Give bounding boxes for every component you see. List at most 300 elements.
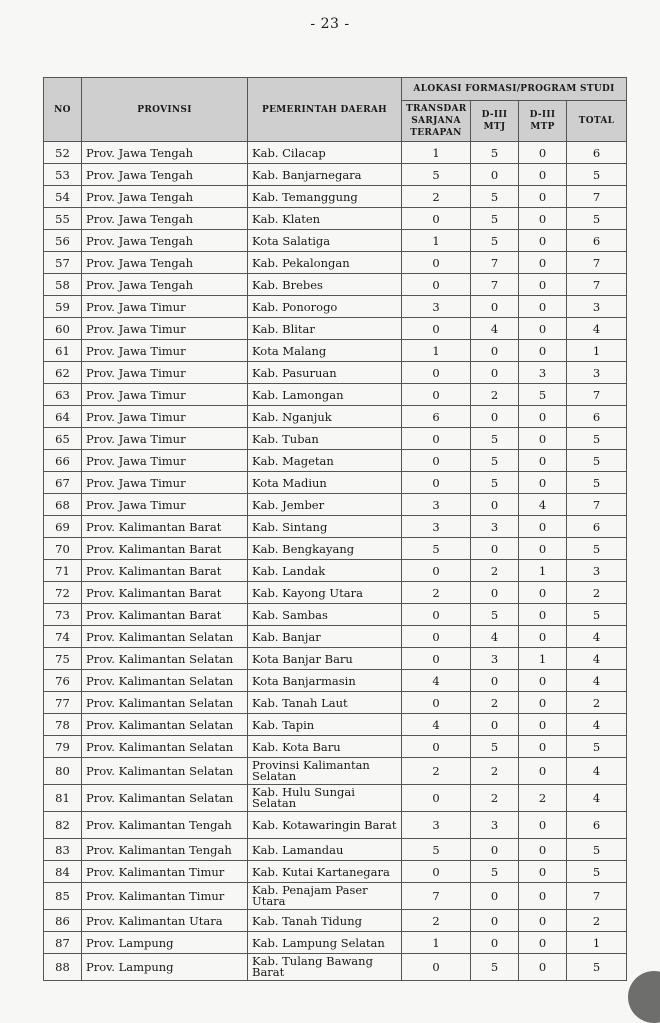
- cell-d3-mtp: 0: [519, 406, 567, 428]
- cell-d3-mtp: 4: [519, 494, 567, 516]
- table-row: [44, 230, 627, 252]
- cell-transdar: 1: [402, 142, 471, 164]
- cell-d3-mtj: 2: [471, 692, 519, 714]
- table-row: [44, 560, 627, 582]
- cell-no: 66: [44, 450, 82, 472]
- cell-total: 5: [567, 472, 627, 494]
- cell-transdar: 4: [402, 670, 471, 692]
- cell-provinsi: Prov. Jawa Timur: [82, 318, 248, 340]
- cell-no: 77: [44, 692, 82, 714]
- cell-pemerintah-daerah: Kab. Lamongan: [248, 384, 402, 406]
- cell-no: 57: [44, 252, 82, 274]
- table-row: [44, 714, 627, 736]
- cell-transdar: 0: [402, 428, 471, 450]
- cell-no: 76: [44, 670, 82, 692]
- cell-total: 6: [567, 230, 627, 252]
- cell-total: 4: [567, 714, 627, 736]
- cell-d3-mtj: 5: [471, 472, 519, 494]
- cell-d3-mtj: 0: [471, 670, 519, 692]
- cell-total: 1: [567, 340, 627, 362]
- cell-d3-mtj: 3: [471, 812, 519, 839]
- cell-pemerintah-daerah: Kab. Magetan: [248, 450, 402, 472]
- cell-no: 86: [44, 910, 82, 932]
- cell-total: 2: [567, 692, 627, 714]
- cell-pemerintah-daerah: Kab. Pekalongan: [248, 252, 402, 274]
- cell-d3-mtj: 5: [471, 954, 519, 981]
- cell-no: 61: [44, 340, 82, 362]
- cell-provinsi: Prov. Jawa Timur: [82, 296, 248, 318]
- table-row: [44, 274, 627, 296]
- cell-d3-mtj: 0: [471, 362, 519, 384]
- table-row: [44, 142, 627, 164]
- cell-d3-mtj: 2: [471, 384, 519, 406]
- cell-d3-mtj: 3: [471, 516, 519, 538]
- cell-no: 59: [44, 296, 82, 318]
- table-row: [44, 516, 627, 538]
- header-transdar: TRANSDAR SARJANA TERAPAN: [402, 101, 471, 142]
- cell-d3-mtj: 2: [471, 758, 519, 785]
- cell-transdar: 2: [402, 758, 471, 785]
- page-number: - 23 -: [310, 16, 350, 32]
- cell-total: 3: [567, 362, 627, 384]
- cell-transdar: 0: [402, 861, 471, 883]
- cell-no: 60: [44, 318, 82, 340]
- cell-no: 54: [44, 186, 82, 208]
- cell-no: 72: [44, 582, 82, 604]
- cell-d3-mtp: 0: [519, 910, 567, 932]
- cell-d3-mtp: 0: [519, 861, 567, 883]
- cell-provinsi: Prov. Kalimantan Barat: [82, 538, 248, 560]
- cell-provinsi: Prov. Kalimantan Barat: [82, 582, 248, 604]
- cell-d3-mtp: 0: [519, 538, 567, 560]
- table-row: [44, 538, 627, 560]
- cell-transdar: 0: [402, 626, 471, 648]
- cell-d3-mtj: 7: [471, 252, 519, 274]
- cell-total: 6: [567, 812, 627, 839]
- cell-d3-mtj: 3: [471, 648, 519, 670]
- cell-transdar: 2: [402, 582, 471, 604]
- cell-no: 64: [44, 406, 82, 428]
- cell-transdar: 0: [402, 560, 471, 582]
- cell-transdar: 1: [402, 932, 471, 954]
- cell-total: 5: [567, 538, 627, 560]
- cell-d3-mtp: 0: [519, 954, 567, 981]
- cell-provinsi: Prov. Jawa Tengah: [82, 252, 248, 274]
- cell-provinsi: Prov. Kalimantan Barat: [82, 560, 248, 582]
- cell-provinsi: Prov. Kalimantan Selatan: [82, 692, 248, 714]
- cell-pemerintah-daerah: Kab. Kotawaringin Barat: [248, 812, 402, 839]
- cell-pemerintah-daerah: Kab. Kota Baru: [248, 736, 402, 758]
- cell-provinsi: Prov. Jawa Tengah: [82, 230, 248, 252]
- cell-pemerintah-daerah: Kab. Sintang: [248, 516, 402, 538]
- cell-transdar: 1: [402, 340, 471, 362]
- cell-no: 62: [44, 362, 82, 384]
- table-row: [44, 932, 627, 954]
- cell-d3-mtp: 0: [519, 186, 567, 208]
- cell-pemerintah-daerah: Kab. Klaten: [248, 208, 402, 230]
- cell-d3-mtj: 5: [471, 736, 519, 758]
- cell-provinsi: Prov. Kalimantan Selatan: [82, 785, 248, 812]
- cell-pemerintah-daerah: Kota Malang: [248, 340, 402, 362]
- cell-provinsi: Prov. Jawa Timur: [82, 472, 248, 494]
- cell-d3-mtj: 0: [471, 910, 519, 932]
- cell-d3-mtp: 0: [519, 812, 567, 839]
- table-row: [44, 472, 627, 494]
- cell-d3-mtp: 0: [519, 164, 567, 186]
- cell-d3-mtp: 1: [519, 560, 567, 582]
- cell-no: 68: [44, 494, 82, 516]
- cell-provinsi: Prov. Kalimantan Timur: [82, 861, 248, 883]
- cell-total: 4: [567, 318, 627, 340]
- cell-d3-mtj: 0: [471, 714, 519, 736]
- table-row: [44, 812, 627, 839]
- cell-d3-mtj: 0: [471, 296, 519, 318]
- cell-transdar: 2: [402, 186, 471, 208]
- cell-pemerintah-daerah: Kab. Tapin: [248, 714, 402, 736]
- cell-pemerintah-daerah: Kab. Banjar: [248, 626, 402, 648]
- cell-provinsi: Prov. Kalimantan Tengah: [82, 839, 248, 861]
- cell-transdar: 0: [402, 648, 471, 670]
- cell-d3-mtp: 0: [519, 839, 567, 861]
- cell-transdar: 2: [402, 910, 471, 932]
- cell-provinsi: Prov. Jawa Tengah: [82, 142, 248, 164]
- cell-transdar: 7: [402, 883, 471, 910]
- cell-pemerintah-daerah: Kab. Tanah Laut: [248, 692, 402, 714]
- cell-total: 4: [567, 648, 627, 670]
- cell-transdar: 0: [402, 362, 471, 384]
- cell-d3-mtp: 0: [519, 318, 567, 340]
- table-body: [44, 142, 627, 981]
- cell-pemerintah-daerah: Kab. Sambas: [248, 604, 402, 626]
- cell-d3-mtj: 0: [471, 538, 519, 560]
- cell-d3-mtp: 0: [519, 208, 567, 230]
- cell-pemerintah-daerah: Kab. Lampung Selatan: [248, 932, 402, 954]
- page-curl-shadow: [628, 971, 660, 1023]
- cell-transdar: 0: [402, 318, 471, 340]
- cell-provinsi: Prov. Jawa Timur: [82, 494, 248, 516]
- table-row: [44, 362, 627, 384]
- cell-pemerintah-daerah: Kab. Pasuruan: [248, 362, 402, 384]
- cell-pemerintah-daerah: Kota Salatiga: [248, 230, 402, 252]
- cell-d3-mtp: 0: [519, 296, 567, 318]
- cell-no: 74: [44, 626, 82, 648]
- cell-no: 79: [44, 736, 82, 758]
- cell-d3-mtp: 0: [519, 274, 567, 296]
- cell-pemerintah-daerah: Kab. Bengkayang: [248, 538, 402, 560]
- cell-transdar: 3: [402, 516, 471, 538]
- cell-d3-mtp: 0: [519, 428, 567, 450]
- cell-d3-mtp: 0: [519, 692, 567, 714]
- cell-d3-mtp: 2: [519, 785, 567, 812]
- cell-total: 3: [567, 560, 627, 582]
- table-header: [44, 78, 627, 142]
- cell-provinsi: Prov. Kalimantan Selatan: [82, 758, 248, 785]
- cell-no: 55: [44, 208, 82, 230]
- cell-pemerintah-daerah: Kab. Hulu Sungai Selatan: [248, 785, 402, 812]
- cell-d3-mtp: 0: [519, 450, 567, 472]
- cell-d3-mtp: 0: [519, 736, 567, 758]
- cell-total: 4: [567, 626, 627, 648]
- cell-no: 85: [44, 883, 82, 910]
- cell-total: 7: [567, 252, 627, 274]
- cell-d3-mtj: 4: [471, 318, 519, 340]
- cell-provinsi: Prov. Kalimantan Timur: [82, 883, 248, 910]
- cell-total: 5: [567, 839, 627, 861]
- table-row: [44, 252, 627, 274]
- cell-transdar: 6: [402, 406, 471, 428]
- cell-d3-mtj: 5: [471, 186, 519, 208]
- table-row: [44, 450, 627, 472]
- cell-no: 58: [44, 274, 82, 296]
- cell-total: 5: [567, 736, 627, 758]
- cell-pemerintah-daerah: Kab. Cilacap: [248, 142, 402, 164]
- cell-provinsi: Prov. Kalimantan Tengah: [82, 812, 248, 839]
- cell-transdar: 3: [402, 494, 471, 516]
- cell-provinsi: Prov. Jawa Timur: [82, 428, 248, 450]
- cell-transdar: 0: [402, 384, 471, 406]
- cell-provinsi: Prov. Kalimantan Selatan: [82, 648, 248, 670]
- table-row: [44, 626, 627, 648]
- cell-d3-mtj: 0: [471, 932, 519, 954]
- table-row: [44, 318, 627, 340]
- cell-d3-mtp: 0: [519, 604, 567, 626]
- cell-no: 71: [44, 560, 82, 582]
- cell-total: 4: [567, 785, 627, 812]
- table-row: [44, 670, 627, 692]
- cell-no: 69: [44, 516, 82, 538]
- cell-pemerintah-daerah: Kab. Ponorogo: [248, 296, 402, 318]
- cell-provinsi: Prov. Kalimantan Barat: [82, 516, 248, 538]
- header-provinsi: PROVINSI: [82, 78, 248, 142]
- cell-no: 84: [44, 861, 82, 883]
- table-row: [44, 428, 627, 450]
- cell-pemerintah-daerah: Kota Banjar Baru: [248, 648, 402, 670]
- cell-transdar: 5: [402, 538, 471, 560]
- cell-provinsi: Prov. Jawa Tengah: [82, 274, 248, 296]
- table-row: [44, 164, 627, 186]
- cell-d3-mtp: 3: [519, 362, 567, 384]
- table-row: [44, 604, 627, 626]
- cell-total: 3: [567, 296, 627, 318]
- cell-d3-mtj: 0: [471, 164, 519, 186]
- cell-no: 83: [44, 839, 82, 861]
- cell-transdar: 3: [402, 812, 471, 839]
- cell-total: 5: [567, 450, 627, 472]
- cell-pemerintah-daerah: Kab. Banjarnegara: [248, 164, 402, 186]
- cell-transdar: 1: [402, 230, 471, 252]
- cell-total: 5: [567, 428, 627, 450]
- cell-provinsi: Prov. Kalimantan Selatan: [82, 670, 248, 692]
- table-row: [44, 785, 627, 812]
- cell-provinsi: Prov. Jawa Tengah: [82, 164, 248, 186]
- table-row: [44, 406, 627, 428]
- cell-provinsi: Prov. Jawa Timur: [82, 362, 248, 384]
- cell-d3-mtj: 5: [471, 428, 519, 450]
- cell-pemerintah-daerah: Kab. Penajam Paser Utara: [248, 883, 402, 910]
- cell-provinsi: Prov. Lampung: [82, 932, 248, 954]
- cell-d3-mtp: 0: [519, 582, 567, 604]
- cell-d3-mtp: 0: [519, 883, 567, 910]
- cell-d3-mtj: 5: [471, 208, 519, 230]
- cell-total: 1: [567, 932, 627, 954]
- cell-pemerintah-daerah: Kab. Temanggung: [248, 186, 402, 208]
- header-total: TOTAL: [567, 101, 627, 142]
- cell-d3-mtj: 7: [471, 274, 519, 296]
- cell-pemerintah-daerah: Kab. Tulang Bawang Barat: [248, 954, 402, 981]
- cell-transdar: 0: [402, 692, 471, 714]
- header-alokasi-formasi: ALOKASI FORMASI/PROGRAM STUDI: [402, 78, 627, 101]
- cell-provinsi: Prov. Jawa Timur: [82, 450, 248, 472]
- table-row: [44, 340, 627, 362]
- allocation-table: [43, 77, 627, 981]
- cell-total: 4: [567, 670, 627, 692]
- cell-d3-mtj: 5: [471, 142, 519, 164]
- cell-d3-mtj: 4: [471, 626, 519, 648]
- cell-provinsi: Prov. Kalimantan Selatan: [82, 714, 248, 736]
- cell-total: 7: [567, 186, 627, 208]
- cell-transdar: 0: [402, 604, 471, 626]
- table-row: [44, 648, 627, 670]
- cell-d3-mtj: 5: [471, 604, 519, 626]
- cell-transdar: 0: [402, 252, 471, 274]
- cell-d3-mtj: 0: [471, 340, 519, 362]
- cell-transdar: 0: [402, 450, 471, 472]
- cell-total: 7: [567, 274, 627, 296]
- cell-transdar: 0: [402, 954, 471, 981]
- cell-pemerintah-daerah: Kab. Kayong Utara: [248, 582, 402, 604]
- table-row: [44, 692, 627, 714]
- table-row: [44, 839, 627, 861]
- header-pemerintah-daerah: PEMERINTAH DAERAH: [248, 78, 402, 142]
- header-no: NO: [44, 78, 82, 142]
- cell-provinsi: Prov. Jawa Timur: [82, 384, 248, 406]
- cell-total: 4: [567, 758, 627, 785]
- cell-d3-mtj: 0: [471, 406, 519, 428]
- cell-d3-mtp: 0: [519, 230, 567, 252]
- cell-d3-mtj: 0: [471, 883, 519, 910]
- cell-total: 5: [567, 604, 627, 626]
- cell-no: 82: [44, 812, 82, 839]
- cell-no: 87: [44, 932, 82, 954]
- cell-d3-mtj: 5: [471, 230, 519, 252]
- cell-no: 56: [44, 230, 82, 252]
- cell-d3-mtj: 2: [471, 785, 519, 812]
- cell-d3-mtp: 0: [519, 340, 567, 362]
- cell-no: 52: [44, 142, 82, 164]
- cell-no: 53: [44, 164, 82, 186]
- cell-transdar: 0: [402, 785, 471, 812]
- cell-provinsi: Prov. Kalimantan Barat: [82, 604, 248, 626]
- cell-transdar: 0: [402, 736, 471, 758]
- cell-provinsi: Prov. Jawa Timur: [82, 406, 248, 428]
- table-row: [44, 736, 627, 758]
- cell-total: 5: [567, 861, 627, 883]
- header-d3-mtj: D-III MTJ: [471, 101, 519, 142]
- table-row: [44, 910, 627, 932]
- cell-no: 63: [44, 384, 82, 406]
- cell-no: 88: [44, 954, 82, 981]
- cell-pemerintah-daerah: Provinsi Kalimantan Selatan: [248, 758, 402, 785]
- cell-no: 67: [44, 472, 82, 494]
- cell-d3-mtp: 0: [519, 142, 567, 164]
- cell-total: 6: [567, 406, 627, 428]
- cell-transdar: 4: [402, 714, 471, 736]
- cell-no: 75: [44, 648, 82, 670]
- table-row: [44, 384, 627, 406]
- cell-provinsi: Prov. Lampung: [82, 954, 248, 981]
- cell-d3-mtj: 0: [471, 839, 519, 861]
- cell-total: 5: [567, 208, 627, 230]
- cell-d3-mtp: 0: [519, 932, 567, 954]
- cell-no: 78: [44, 714, 82, 736]
- cell-d3-mtj: 2: [471, 560, 519, 582]
- cell-transdar: 0: [402, 208, 471, 230]
- cell-d3-mtj: 0: [471, 494, 519, 516]
- cell-total: 6: [567, 516, 627, 538]
- cell-pemerintah-daerah: Kota Madiun: [248, 472, 402, 494]
- cell-d3-mtp: 0: [519, 472, 567, 494]
- table-row: [44, 208, 627, 230]
- cell-no: 70: [44, 538, 82, 560]
- cell-d3-mtp: 0: [519, 516, 567, 538]
- cell-d3-mtp: 0: [519, 252, 567, 274]
- table-row: [44, 861, 627, 883]
- cell-d3-mtp: 0: [519, 626, 567, 648]
- cell-provinsi: Prov. Kalimantan Selatan: [82, 626, 248, 648]
- cell-total: 2: [567, 582, 627, 604]
- cell-provinsi: Prov. Jawa Timur: [82, 340, 248, 362]
- cell-total: 5: [567, 164, 627, 186]
- cell-transdar: 5: [402, 164, 471, 186]
- cell-total: 2: [567, 910, 627, 932]
- cell-pemerintah-daerah: Kab. Jember: [248, 494, 402, 516]
- cell-pemerintah-daerah: Kab. Kutai Kartanegara: [248, 861, 402, 883]
- cell-pemerintah-daerah: Kab. Landak: [248, 560, 402, 582]
- table-row: [44, 186, 627, 208]
- cell-total: 5: [567, 954, 627, 981]
- cell-total: 7: [567, 384, 627, 406]
- table-row: [44, 954, 627, 981]
- cell-provinsi: Prov. Kalimantan Selatan: [82, 736, 248, 758]
- cell-d3-mtp: 5: [519, 384, 567, 406]
- header-d3-mtp: D-III MTP: [519, 101, 567, 142]
- cell-d3-mtj: 0: [471, 582, 519, 604]
- cell-pemerintah-daerah: Kab. Blitar: [248, 318, 402, 340]
- table-row: [44, 758, 627, 785]
- cell-provinsi: Prov. Jawa Tengah: [82, 208, 248, 230]
- cell-total: 6: [567, 142, 627, 164]
- cell-total: 7: [567, 494, 627, 516]
- cell-no: 65: [44, 428, 82, 450]
- cell-d3-mtp: 0: [519, 714, 567, 736]
- cell-d3-mtp: 0: [519, 670, 567, 692]
- cell-d3-mtj: 5: [471, 450, 519, 472]
- table-row: [44, 494, 627, 516]
- cell-provinsi: Prov. Jawa Tengah: [82, 186, 248, 208]
- cell-pemerintah-daerah: Kab. Tuban: [248, 428, 402, 450]
- cell-pemerintah-daerah: Kab. Brebes: [248, 274, 402, 296]
- cell-pemerintah-daerah: Kota Banjarmasin: [248, 670, 402, 692]
- cell-no: 81: [44, 785, 82, 812]
- cell-provinsi: Prov. Kalimantan Utara: [82, 910, 248, 932]
- cell-total: 7: [567, 883, 627, 910]
- cell-transdar: 5: [402, 839, 471, 861]
- table-row: [44, 883, 627, 910]
- cell-no: 73: [44, 604, 82, 626]
- cell-no: 80: [44, 758, 82, 785]
- cell-d3-mtj: 5: [471, 861, 519, 883]
- cell-transdar: 0: [402, 274, 471, 296]
